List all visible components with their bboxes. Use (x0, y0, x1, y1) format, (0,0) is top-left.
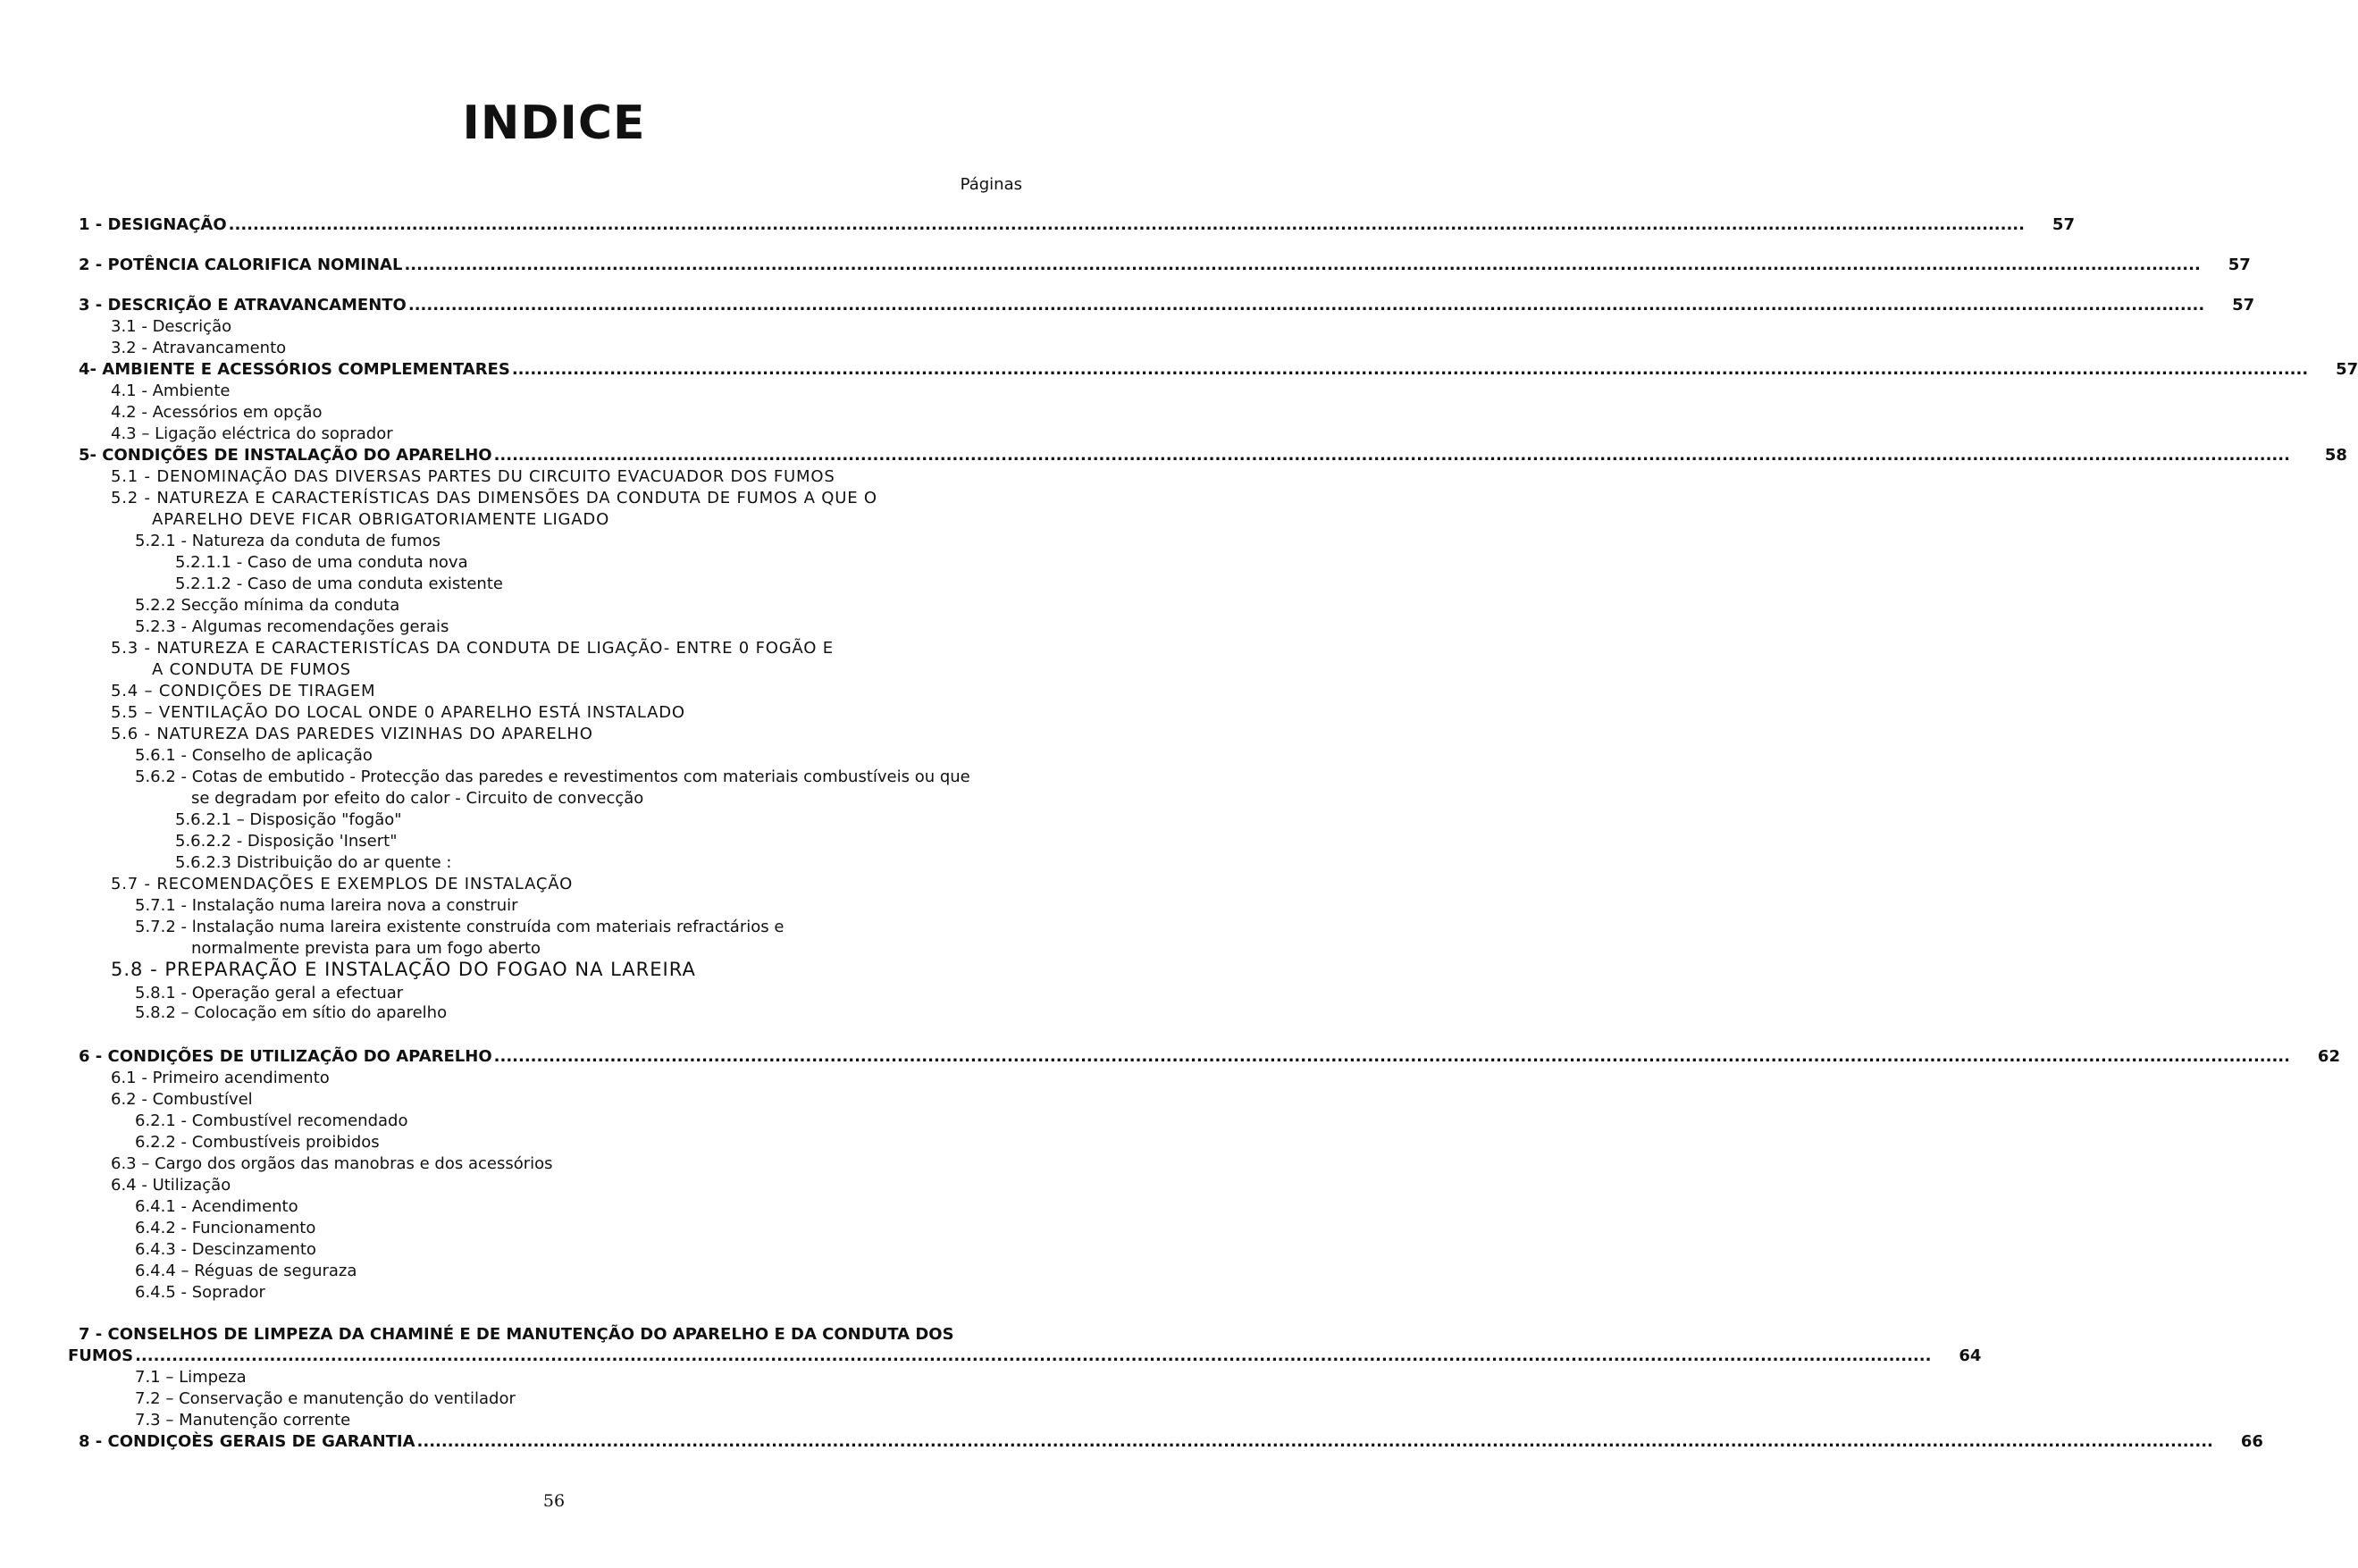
toc-entry-6-4[interactable]: 6.4 - Utilização (111, 1176, 231, 1195)
section-page-number: 57 (2336, 360, 2358, 379)
toc-entry-5-8-2[interactable]: 5.8.2 – Colocação em sítio do aparelho (135, 1003, 448, 1022)
toc-entry-6-2-1[interactable]: 6.2.1 - Combustível recomendado (135, 1111, 408, 1130)
section-title: FUMOS (68, 1346, 134, 1365)
section-page-number: 57 (2228, 256, 2251, 274)
section-title: 2 - POTÊNCIA CALORIFICA NOMINAL (79, 256, 403, 274)
toc-entry-5-6-2-3[interactable]: 5.6.2.3 Distribuição do ar quente : (175, 853, 452, 872)
page-title: INDICE (462, 96, 646, 150)
toc-entry-6-4-1[interactable]: 6.4.1 - Acendimento (135, 1197, 298, 1216)
section-title: 1 - DESIGNAÇÃO (79, 215, 227, 234)
section-title: 8 - CONDIÇOÈS GERAIS DE GARANTIA (79, 1432, 415, 1451)
toc-section-5[interactable] (79, 445, 2347, 466)
toc-entry-5-6-2-2[interactable]: 5.6.2.2 - Disposição 'Insert" (175, 832, 398, 851)
toc-entry-5-6-2-continued: se degradam por efeito do calor - Circuito de convecção (191, 789, 644, 808)
dot-leader: ...................................................................................................................................................................................................................................................................................................... (511, 360, 2309, 379)
toc-entry-7-1[interactable]: 7.1 – Limpeza (135, 1368, 247, 1387)
toc-entry-5-7[interactable]: 5.7 - RECOMENDAÇÕES E EXEMPLOS DE INSTALAÇÃO (111, 875, 574, 893)
toc-entry-5-2-3[interactable]: 5.2.3 - Algumas recomendações gerais (135, 617, 449, 636)
toc-section-7-title[interactable]: 7 - CONSELHOS DE LIMPEZA DA CHAMINÉ E DE MANUTENÇÃO DO APARELHO E DA CONDUTA DOS (79, 1325, 954, 1344)
toc-section-8[interactable] (79, 1431, 2263, 1453)
toc-section-4[interactable] (79, 359, 2358, 381)
dot-leader: ...................................................................................................................................................................................................................................................................................................... (404, 256, 2201, 274)
toc-entry-5-6-2-1[interactable]: 5.6.2.1 – Disposição "fogão" (175, 810, 402, 829)
section-title: 3 - DESCRIÇÃO E ATRAVANCAMENTO (79, 296, 407, 314)
toc-entry-7-3[interactable]: 7.3 – Manutenção corrente (135, 1411, 351, 1430)
toc-entry-6-4-4[interactable]: 6.4.4 – Réguas de seguraza (135, 1262, 357, 1280)
toc-entry-5-8[interactable]: 5.8 - PREPARAÇÃO E INSTALAÇÃO DO FOGAO NA LAREIRA (111, 959, 696, 980)
toc-entry-5-8-1[interactable]: 5.8.1 - Operação geral a efectuar (135, 984, 404, 1002)
toc-entry-4-2[interactable]: 4.2 - Acessórios em opção (111, 403, 323, 422)
toc-entry-6-1[interactable]: 6.1 - Primeiro acendimento (111, 1069, 330, 1087)
toc-entry-5-5[interactable]: 5.5 – VENTILAÇÃO DO LOCAL ONDE 0 APARELHO ESTÁ INSTALADO (111, 703, 685, 722)
toc-section-2[interactable] (79, 255, 2251, 276)
section-title: 4- AMBIENTE E ACESSÓRIOS COMPLEMENTARES (79, 360, 510, 379)
toc-section-7[interactable] (68, 1346, 1982, 1367)
section-page-number: 62 (2317, 1047, 2340, 1066)
toc-entry-5-2-continued: APARELHO DEVE FICAR OBRIGATORIAMENTE LIGADO (152, 510, 610, 529)
section-page-number: 57 (2232, 296, 2255, 314)
toc-entry-5-2[interactable]: 5.2 - NATUREZA E CARACTERÍSTICAS DAS DIMENSÕES DA CONDUTA DE FUMOS A QUE O (111, 489, 877, 507)
dot-leader: ...................................................................................................................................................................................................................................................................................................... (493, 1047, 2290, 1066)
toc-entry-6-4-2[interactable]: 6.4.2 - Funcionamento (135, 1219, 316, 1237)
toc-entry-6-4-3[interactable]: 6.4.3 - Descinzamento (135, 1240, 316, 1259)
toc-entry-5-6-2[interactable]: 5.6.2 - Cotas de embutido - Protecção das paredes e revestimentos com materiais combustíveis ou que (135, 767, 970, 786)
toc-entry-6-2-2[interactable]: 6.2.2 - Combustíveis proibidos (135, 1133, 380, 1152)
dot-leader: ...................................................................................................................................................................................................................................................................................................... (135, 1346, 1932, 1365)
section-title: 6 - CONDIÇÕES DE UTILIZAÇÃO DO APARELHO (79, 1047, 492, 1066)
toc-entry-6-3[interactable]: 6.3 – Cargo dos orgãos das manobras e dos acessórios (111, 1154, 553, 1173)
toc-entry-4-3[interactable]: 4.3 – Ligação eléctrica do soprador (111, 424, 393, 443)
section-page-number: 57 (2052, 215, 2075, 234)
footer-page-number: 56 (542, 1491, 566, 1511)
toc-entry-3-1[interactable]: 3.1 - Descrição (111, 317, 232, 336)
dot-leader: ...................................................................................................................................................................................................................................................................................................... (228, 215, 2025, 234)
toc-section-1[interactable] (79, 214, 2075, 236)
section-page-number: 64 (1959, 1346, 1982, 1365)
toc-section-6[interactable] (79, 1046, 2340, 1068)
toc-entry-5-7-1[interactable]: 5.7.1 - Instalação numa lareira nova a construir (135, 896, 518, 915)
toc-entry-6-4-5[interactable]: 6.4.5 - Soprador (135, 1283, 265, 1302)
toc-section-3[interactable] (79, 295, 2255, 316)
toc-entry-5-4[interactable]: 5.4 – CONDIÇÕES DE TIRAGEM (111, 682, 376, 700)
dot-leader: ...................................................................................................................................................................................................................................................................................................... (407, 296, 2205, 314)
toc-entry-6-2[interactable]: 6.2 - Combustível (111, 1090, 253, 1109)
toc-entry-5-6[interactable]: 5.6 - NATUREZA DAS PAREDES VIZINHAS DO APARELHO (111, 725, 593, 743)
toc-entry-5-2-2[interactable]: 5.2.2 Secção mínima da conduta (135, 596, 400, 615)
toc-entry-5-3[interactable]: 5.3 - NATUREZA E CARACTERISTÍCAS DA CONDUTA DE LIGAÇÃO- ENTRE 0 FOGÃO E (111, 639, 834, 658)
toc-entry-7-2[interactable]: 7.2 – Conservação e manutenção do ventilador (135, 1389, 516, 1408)
pages-column-header: Páginas (960, 175, 1022, 194)
toc-entry-5-2-1[interactable]: 5.2.1 - Natureza da conduta de fumos (135, 532, 441, 550)
section-page-number: 58 (2324, 446, 2347, 465)
toc-entry-4-1[interactable]: 4.1 - Ambiente (111, 382, 231, 400)
toc-entry-5-2-1-2[interactable]: 5.2.1.2 - Caso de uma conduta existente (175, 574, 503, 593)
toc-entry-5-1[interactable]: 5.1 - DENOMINAÇÃO DAS DIVERSAS PARTES DU CIRCUITO EVACUADOR DOS FUMOS (111, 467, 835, 486)
toc-entry-3-2[interactable]: 3.2 - Atravancamento (111, 339, 287, 357)
toc-entry-5-6-1[interactable]: 5.6.1 - Conselho de aplicação (135, 746, 373, 765)
section-page-number: 66 (2240, 1432, 2263, 1451)
toc-entry-5-2-1-1[interactable]: 5.2.1.1 - Caso de uma conduta nova (175, 553, 468, 572)
toc-entry-5-7-2-continued: normalmente prevista para um fogo aberto (191, 939, 541, 958)
dot-leader: ...................................................................................................................................................................................................................................................................................................... (493, 446, 2290, 465)
section-title: 5- CONDIÇÕES DE INSTALAÇÃO DO APARELHO (79, 446, 492, 465)
toc-entry-5-7-2[interactable]: 5.7.2 - lnstalação numa lareira existente construída com materiais refractários e (135, 918, 785, 936)
dot-leader: ...................................................................................................................................................................................................................................................................................................... (416, 1432, 2213, 1451)
toc-entry-5-3-continued: A CONDUTA DE FUMOS (152, 660, 351, 679)
